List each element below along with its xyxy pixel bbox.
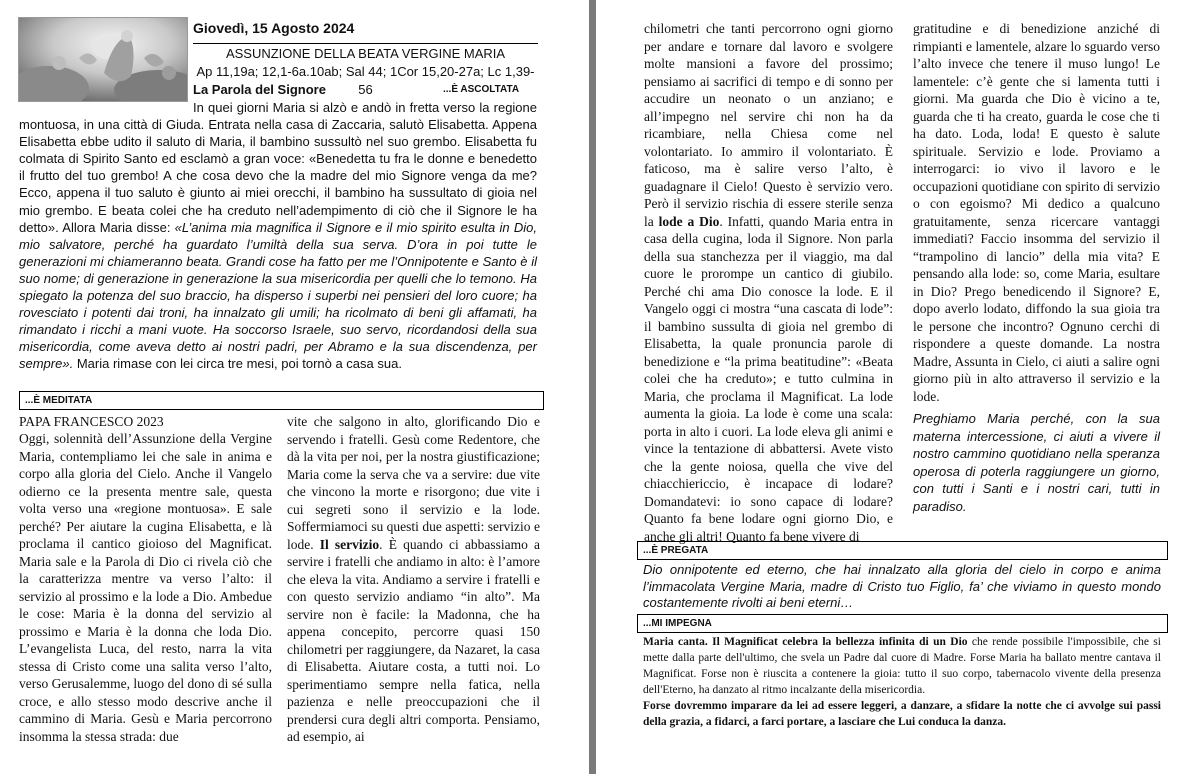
meditation-col-3-a: chilometri che tanti percorrono ogni giorno per andare e tornare dal lavoro e svolgere molte mansioni a favore del prossimo; pensiamo ai sacrifici di tempo e di sonno per accudire un neonato o un anziano; e all’impegno nel servire chi non ha da ricambiare, nella Chiesa come nel volontariato. Io ammiro il volontariato. È faticoso, ma è salire verso l’alto, è guadagnare il Cielo! Questo è servizio vero. Però il servizio rischia di essere sterile senza la (644, 21, 893, 229)
ascoltata-label: ...È ASCOLTATA (443, 84, 520, 95)
gospel-intro: In quei giorni Maria si alzò e andò in fretta verso la regione montuosa, in una città di Giuda. Entrata nella casa di Zaccaria, salutò Elisabetta. Appena Elisabetta ebbe udito il saluto di Maria, il bambino sussultò nel suo grembo. Elisabetta fu colmata di Spirito Santo ed esclamò a gran voce: «Benedetta tu fra le donne e benedetto il frutto del tuo grembo! A che cosa devo che la madre del mio Signore venga da me? Ecco, appena il tuo saluto è giunto ai miei orecchi, il bambino ha sussultato di gioia nel mio grembo. E beata colei che ha creduto nell’adempimento di ciò che il Signore le ha detto». Allora Maria disse: (19, 100, 537, 235)
gospel-text (19, 99, 537, 373)
commitment-bold-1: Maria canta. Il Magnificat celebra la bellezza infinita di un Dio (643, 636, 968, 648)
magnificat-text: «L’anima mia magnifica il Signore e il mio spirito esulta in Dio, mio salvatore, perché ha guardato l’umiltà della sua serva. D’ora in poi tutte le generazioni mi chiameranno beata. Grandi cose ha fatto per me l’Onnipotente e Santo è il suo nome; di generazione in generazione la sua misericordia per quelli che lo temono. Ha spiegato la potenza del suo braccio, ha disperso i superbi nei pensieri del loro cuore; ha rovesciato i potenti dai troni, ha innalzato gli umili; ha ricolmato di beni gli affamati, ha rimandato i ricchi a mani vuote. Ha soccorso Israele, suo servo, ricordandosi della sua misericordia, come aveva detto ai nostri padri, per Abramo e la sua discendenza, per sempre». (19, 219, 537, 372)
lode-heading: lode a Dio (658, 213, 720, 229)
meditation-col-2-b: . È quando ci abbassiamo a servire i fratelli che andiamo in alto: è l’amore che eleva la vita. Andiamo a servire i fratelli e con questo servizio andiamo “in alto”. Ma servire non è facile: la Madonna, che ha appena concepito, percorre quasi 150 chilometri per raggiungere, da Nazaret, la casa di Elisabetta. Aiutare costa, a tutti noi. Lo sperimentiamo sempre nella fatica, nella pazienza e nelle preoccupazioni che il prendersi cura degli altri comporta. Pensiamo, ad esempio, ai (287, 536, 540, 744)
meditation-col-2-a: vite che salgono in alto, glorificando Dio e servendo i fratelli. Gesù come Redentore, che dà la vita per noi, per la nostra giustificazione; Maria come la serva che va a servire: due vite che vincono la morte e risorgono; due vite i cui segreti sono il servizio e la lode. Soffermiamoci su questi due aspetti: servizio e lode. (287, 414, 540, 552)
commitment-body: che rende possibile l'impossibile, che si mette dalla parte dell'ultimo, che svela un Padre dal cuore di Madre. Forse Maria ha ballato mentre cantava il Magnificat. Forse non è riuscita a contenere la gioia: tutto il suo corpo, tabernacolo vivente della presenza dell'Eterno, ha danzato al ritmo incalzante della misericordia. (643, 636, 1161, 696)
meditation-col-1: Oggi, solennità dell’Assunzione della Vergine Maria, contempliamo lei che sale in anima e corpo alla gloria del Cielo. Anche il Vangelo odierno ce la presenta mentre sale, questa volta verso una «regione montuosa». E sale perché? Per aiutare la cugina Elisabetta, e là proclama il cantico gioioso del Magnificat. Maria sale e la Parola di Dio ci rivela ciò che la caratterizza mentre va verso l’alto: il servizio al prossimo e la lode a Dio. Ambedue le cose: Maria è la donna del servizio al prossimo e Maria è la donna che loda Dio. L’evangelista Luca, del resto, narra la vita stessa di Cristo come una salita verso l’alto, verso Gerusalemme, luogo del dono di sé sulla croce, e allo stesso modo descrive anche il cammino di Maria. Gesù e Maria percorrono insomma la stessa strada: due (19, 431, 272, 744)
closing-prayer-intention: Preghiamo Maria perché, con la sua materna intercessione, ci aiuti a vivere il nostro cammino quotidiano nella speranza operosa di poterla raggiungere un giorno, con tutti i Santi e i nostri cari, tutti in paradiso. (913, 411, 1160, 514)
meditata-header: ...È MEDITATA (19, 391, 544, 410)
assumption-image (18, 17, 188, 102)
meditation-col-2 (287, 413, 540, 746)
scripture-references: Ap 11,19a; 12,1-6a.10ab; Sal 44; 1Cor 15,20-27a; Lc 1,39-56 (196, 64, 535, 97)
page-divider (589, 0, 596, 774)
meditation-col-3 (644, 20, 893, 545)
feast-title: ASSUNZIONE DELLA BEATA VERGINE MARIA (225, 46, 506, 61)
meditation-author: PAPA FRANCESCO 2023 (19, 414, 164, 429)
pregata-header: ...È PREGATA (637, 541, 1168, 560)
servizio-heading: Il servizio (319, 536, 380, 552)
date: Giovedì, 15 Agosto 2024 (193, 20, 355, 36)
parola-label: La Parola del Signore (193, 82, 326, 97)
collect-prayer: Dio onnipotente ed eterno, che hai innalzato alla gloria del cielo in corpo e anima l’immacolata Vergine Maria, madre di Cristo tuo Figlio, fa’ che viviamo in questo mondo costantemente rivolti ai beni eterni… (643, 562, 1161, 610)
commitment-text (643, 634, 1161, 730)
header-rule (193, 43, 538, 44)
impegna-header: ...MI IMPEGNA (637, 614, 1168, 633)
gospel-ending: Maria rimase con lei circa tre mesi, poi tornò a casa sua. (76, 356, 402, 372)
meditation-col-3-b: . Infatti, quando Maria entra in casa della cugina, loda il Signore. Non parla della sua stanchezza per il viaggio, ma dal cuore le prorompe un cantico di giubilo. Perché chi ama Dio conosce la lode. E il Vangelo oggi ci mostra “una cascata di lode”: il bambino sussulta di gioia nel grembo di Elisabetta, la quale pronuncia parole di benedizione e “la prima beatitudine”: «Beata colei che ha creduto»; e tutto culmina in Maria, che proclama il Magnificat. La lode aumenta la gioia. La lode è come una scala: porta in alto i cuori. La lode eleva gli animi e vince la tentazione di abbattersi. Avete visto che la gente noiosa, quella che vive del chiacchiericcio, è incapace di lodare? Domandatevi: io sono capace di lodare? Quanto fa bene lodare ogni giorno Dio, e anche gli altri! Quanto fa bene vivere di (644, 213, 893, 544)
meditation-col-4: gratitudine e di benedizione anziché di rimpianti e lamentele, alzare lo sguardo verso l’alto invece che tenere il muso lungo! Le lamentele: c’è gente che si lamenta tutti i giorni. Ma guarda che Dio è vicino a te, guarda che ti ha creato, guarda le cose che ti ha dato. Loda, loda! E questo è salute spirituale. Servizio e lode. Proviamo a interrogarci: io vivo il lavoro e le occupazioni quotidiane con spirito di servizio o con egoismo? Mi dedico a qualcuno gratuitamente, senza ricercare vantaggi immediati? Faccio insomma del servizio il “trampolino di lancio” della mia vita? E pensando alla lode: so, come Maria, esultare in Dio? Prego benedicendo il Signore? E, dopo averlo lodato, diffondo la sua gioia tra le persone che incontro? Ognuno cerchi di rispondere a queste domande. La nostra Madre, Assunta in Cielo, ci aiuti a salire ogni giorno più in alto attraverso il servizio e la lode. (913, 21, 1160, 404)
commitment-bold-2: Forse dovremmo imparare da lei ad essere leggeri, a danzare, a sfidare la notte che ci avvolge sui passi della grazia, a fidarci, a farci portare, a lasciare che Lui conduca la danza. (643, 700, 1161, 728)
